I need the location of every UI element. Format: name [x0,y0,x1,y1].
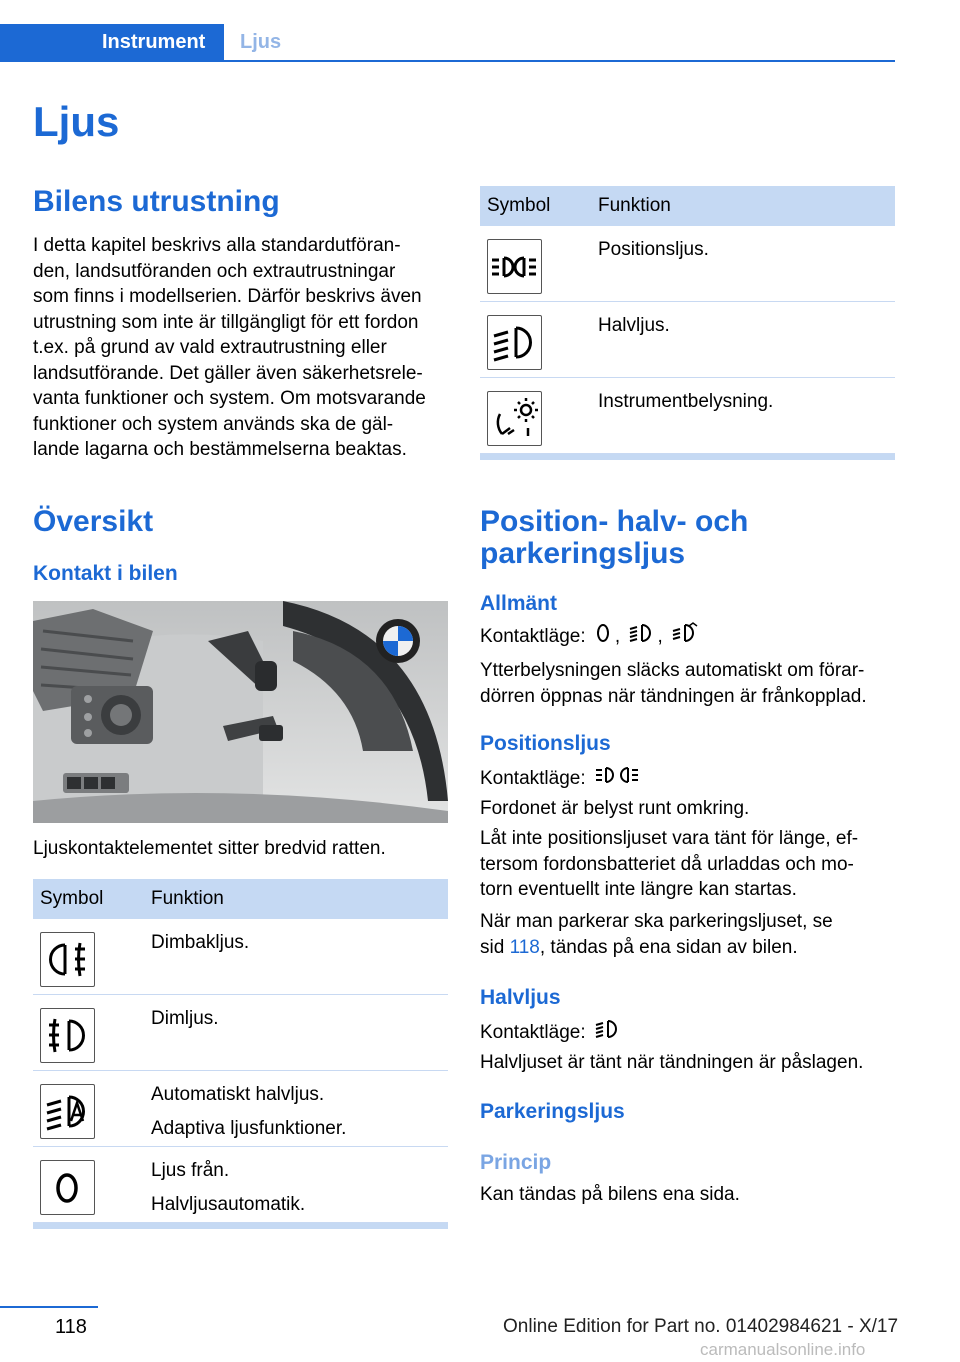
page-number: 118 [55,1316,87,1338]
equipment-line: lande lagarna och bestämmelserna beaktas. [33,439,407,460]
instrument-lighting-icon [487,391,542,446]
position-heading: Positionsljus [480,732,611,755]
equipment-line: landsutförande. Det gäller även säkerhetsrele- [33,362,423,384]
table-header [480,186,895,226]
low-beam-small-icon [628,622,654,652]
page-link[interactable]: 118 [509,936,540,958]
section-heading [480,506,748,570]
light-switch-table [33,879,448,1229]
function-line: Instrumentbelysning. [598,391,774,412]
principle-text: Kan tändas på bilens ena sida. [480,1184,740,1205]
watermark: carmanualsonline.info [700,1340,866,1359]
col-symbol-header: Symbol [40,888,104,909]
function-line: Ljus från. [151,1160,230,1181]
function-line: Automatiskt halvljus. [151,1084,325,1105]
equipment-line: funktioner och system används ska de gäl- [33,413,394,435]
position-contact-line [480,764,643,794]
section-heading-line: parkeringsljus [480,537,686,570]
col-function-header: Funktion [151,888,224,909]
photo-caption: Ljuskontaktelementet sitter bredvid ratten. [33,838,386,859]
general-text [480,658,867,709]
lights-off-small-icon [594,622,612,652]
section-heading-line: Position- halv- och [480,505,749,538]
text-line: tersom fordonsbatteriet då urladdas och mo- [480,853,854,875]
table-row [480,378,895,454]
equipment-line: I detta kapitel beskrivs alla standardutföran- [33,235,401,256]
col-function-header: Funktion [598,195,671,216]
text-line [480,935,833,961]
equipment-line: utrustning som inte är tillgängligt för ett fordon [33,311,419,333]
lowbeam-text: Halvljuset är tänt när tändningen är påslagen. [480,1052,864,1073]
position-text-3 [480,909,833,960]
text-line: När man parkerar ska parkeringsljuset, se [480,911,833,932]
function-cell [598,389,773,414]
contact-position-label: Kontaktläge: [480,1021,586,1043]
text-fragment: , tändas på ena sidan av bilen. [539,936,798,958]
equipment-line: t.ex. på grund av vald extrautrustning eller [33,337,387,358]
text-line: Ytterbelysningen släcks automatiskt om förar- [480,660,865,681]
edition-footer: Online Edition for Part no. 01402984621 - X/17 [503,1316,899,1337]
parking-light-small-icon [594,764,640,794]
position-text-2 [480,826,858,903]
function-cell [151,930,249,955]
principle-heading: Princip [480,1151,552,1174]
table-row [33,1147,448,1223]
text-line: Låt inte positionsljuset vara tänt för länge, ef- [480,828,859,849]
comma-separator: , [614,625,621,647]
function-cell [598,237,709,262]
contact-position-label: Kontaktläge: [480,767,586,789]
function-line: Halvljusautomatik. [151,1194,306,1215]
text-line: torn eventuellt inte längre kan startas. [480,879,797,900]
function-line: Positionsljus. [598,239,709,260]
page-title: Ljus [33,98,120,145]
position-text-1: Fordonet är belyst runt omkring. [480,798,750,819]
light-symbol-table [480,186,895,460]
auto-low-beam-small-icon [671,622,699,652]
rear-fog-light-icon [40,932,95,987]
overview-heading: Översikt [33,505,154,538]
equipment-line: som finns i modellserien. Därför beskrivs även [33,286,422,307]
function-line: Dimbakljus. [151,932,250,953]
table-end-bar [33,1223,448,1229]
parking-light-icon [487,239,542,294]
auto-low-beam-icon [40,1084,95,1139]
function-line: Dimljus. [151,1008,219,1029]
function-cell [151,1082,346,1141]
contact-position-label: Kontaktläge: [480,625,586,647]
dashboard-light-switch-photo [33,601,448,823]
function-cell [151,1006,219,1031]
front-fog-light-icon [40,1008,95,1063]
function-cell [598,313,670,338]
table-row [33,1071,448,1147]
general-heading: Allmänt [480,592,558,615]
equipment-text [33,233,453,463]
table-row [33,995,448,1071]
low-beam-small-icon [594,1018,620,1048]
low-beam-icon [487,315,542,370]
chapter-header [0,24,895,62]
general-contact-line [480,622,702,652]
page-number-rule [0,1306,98,1308]
tab-ljus[interactable]: Ljus [240,31,282,53]
lowbeam-heading: Halvljus [480,986,561,1009]
table-end-bar [480,454,895,460]
function-cell [151,1158,305,1217]
dashboard-illustration [33,601,448,823]
table-row [480,226,895,302]
col-symbol-header: Symbol [487,195,551,216]
equipment-line: vanta funktioner och system. Om motsvarande [33,388,426,409]
function-line: Adaptiva ljusfunktioner. [151,1118,347,1139]
equipment-line: den, landsutföranden och extrautrustningar [33,260,396,282]
table-row [480,302,895,378]
lights-off-icon [40,1160,95,1215]
function-line: Halvljus. [598,315,670,336]
lowbeam-contact-line [480,1018,623,1048]
table-row [33,919,448,995]
text-line: dörren öppnas när tändningen är frånkopplad. [480,685,867,707]
text-fragment: sid [480,936,510,958]
comma-separator: , [657,625,663,647]
table-header [33,879,448,919]
tab-instrument[interactable]: Instrument [0,24,224,60]
contact-heading: Kontakt i bilen [33,562,178,585]
equipment-heading: Bilens utrustning [33,185,280,218]
parking-heading: Parkeringsljus [480,1100,625,1123]
